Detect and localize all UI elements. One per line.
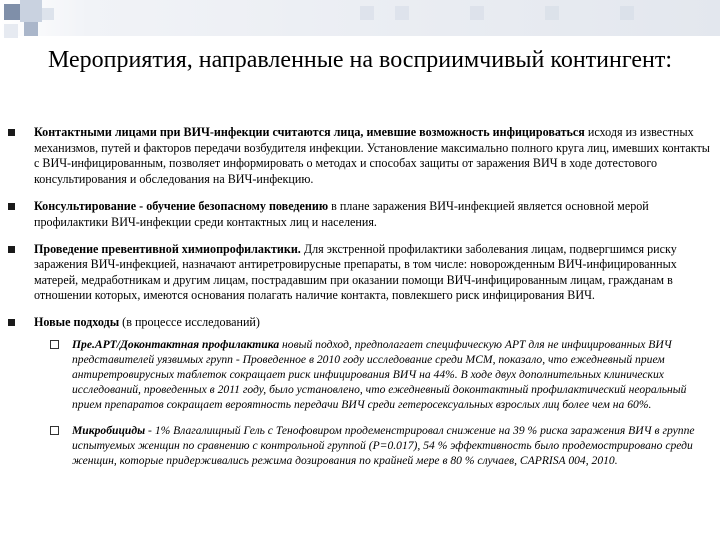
square-bullet-icon bbox=[8, 319, 15, 326]
item-lead: Консультирование - обучение безопасному поведению bbox=[34, 199, 329, 214]
item-lead: Контактными лицами при ВИЧ-инфекции считаются лица, имевшие возможность инфицироваться bbox=[34, 125, 585, 139]
list-item bbox=[8, 199, 710, 230]
decor-square bbox=[20, 0, 42, 22]
list-item bbox=[8, 125, 710, 187]
sub-list-item bbox=[34, 423, 710, 469]
square-bullet-icon bbox=[8, 246, 15, 253]
item-lead: Проведение превентивной химиопрофилактики. bbox=[34, 241, 301, 256]
square-bullet-icon bbox=[8, 129, 15, 136]
item-text: Для экстренной профилактики заболевания лицам, подвергшимся риску заражения ВИЧ-инфекцией, назначают антиретровирусные препараты, в том числе: новорожденным ВИЧ-инфицированных матерей, медработникам и другим лицам, пострадавшим при оказании помощи ВИЧ-инфицированным лицам, гражданам в отношении которых, имеются основания полагать наличие контакта, повлекшего риск инфицирования ВИЧ. bbox=[34, 241, 677, 303]
hollow-square-bullet-icon bbox=[50, 426, 59, 435]
subitem-lead: Микробициды bbox=[72, 423, 146, 437]
subitem-text: - 1% Влагалищный Гель с Тенофовиром продеменстрировал снижение на 39 % риска заражения ВИЧ в группе испытуемых женщин по сравнению с контрольной группой (P=0.017), 54 % эффективность было продемострировано среди женщин, которые придерживались режима дозирования по крайней мере в 80 % случаев, CAPRISA 004, 2010. bbox=[72, 423, 695, 467]
decor-square bbox=[4, 24, 18, 38]
decor-square bbox=[545, 6, 559, 20]
decor-square bbox=[4, 4, 20, 20]
bullet-list bbox=[8, 125, 710, 468]
decor-square bbox=[360, 6, 374, 20]
subitem-lead: Пре.АРТ/Доконтактная профилактика bbox=[72, 337, 280, 351]
item-text: (в процессе исследований) bbox=[119, 314, 260, 329]
list-item bbox=[8, 242, 710, 304]
sub-list-item bbox=[34, 337, 710, 413]
decor-square bbox=[42, 8, 54, 20]
item-lead: Новые подходы bbox=[34, 314, 120, 329]
item-text: в плане заражения ВИЧ-инфекцией является основной мерой профилактики ВИЧ-инфекции среди контактных лиц и населения. bbox=[34, 199, 649, 229]
square-bullet-icon bbox=[8, 203, 15, 210]
hollow-square-bullet-icon bbox=[50, 340, 59, 349]
slide-title: Мероприятия, направленные на восприимчивый контингент: bbox=[47, 47, 673, 73]
decor-square bbox=[24, 22, 38, 36]
decor-square bbox=[470, 6, 484, 20]
list-item bbox=[8, 315, 710, 468]
decor-square bbox=[620, 6, 634, 20]
decor-square bbox=[395, 6, 409, 20]
item-text: исходя из известных механизмов, путей и факторов передачи возбудителя инфекции. Установление максимально полного круга лиц, имевших контакты с ВИЧ-инфицированным, позволяет информировать о методах и способах защиты от заражения ВИЧ в ходе дотестового консультирования и обследования на ВИЧ-инфекцию. bbox=[34, 125, 710, 186]
subitem-text: новый подход, предполагает специфическую АРТ для не инфицированных ВИЧ представителей уязвимых групп - Проведенное в 2010 году исследование среди МСМ, показало, что ежедневный прием антиретровирусных таблеток сокращает риск инфицирования ВИЧ на 44%. В ходе двух дополнительных клинических исследований, проведенных в 2011 году, было установлено, что ежедневный доконтактный профилактический неоральный прием препаратов сокращает вероятность передачи ВИЧ среди гетеросексуальных взрослых лиц более чем на 60%. bbox=[72, 337, 687, 412]
